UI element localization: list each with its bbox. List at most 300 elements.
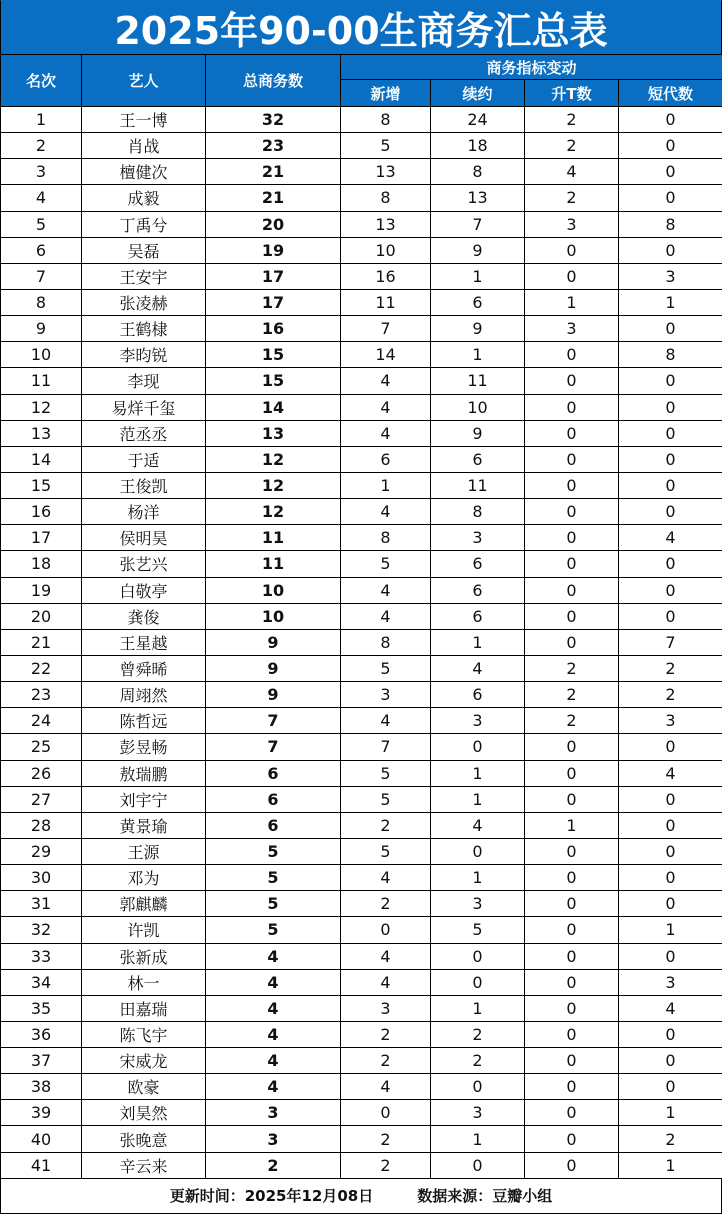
business-table [0,54,722,1179]
cell-new: 3 [341,995,431,1021]
table-row [1,629,722,655]
cell-artist: 彭昱畅 [82,734,206,760]
cell-renew: 0 [431,734,525,760]
cell-upgrade: 2 [525,107,619,133]
cell-total: 4 [206,943,341,969]
cell-total: 5 [206,891,341,917]
cell-renew: 0 [431,969,525,995]
cell-upgrade: 2 [525,682,619,708]
cell-total: 15 [206,368,341,394]
cell-short: 0 [619,368,722,394]
cell-new: 4 [341,708,431,734]
cell-artist: 侯明昊 [82,525,206,551]
cell-new: 0 [341,1100,431,1126]
table-row [1,1152,722,1178]
cell-short: 8 [619,342,722,368]
cell-new: 16 [341,263,431,289]
cell-artist: 刘昊然 [82,1100,206,1126]
table-row [1,577,722,603]
cell-new: 2 [341,1126,431,1152]
cell-rank: 38 [1,1074,82,1100]
update-time: 更新时间：2025年12月08日 [170,1185,374,1206]
cell-artist: 张新成 [82,943,206,969]
cell-upgrade: 2 [525,655,619,681]
cell-short: 0 [619,891,722,917]
cell-upgrade: 0 [525,525,619,551]
cell-short: 0 [619,603,722,629]
cell-rank: 20 [1,603,82,629]
cell-rank: 35 [1,995,82,1021]
cell-new: 13 [341,211,431,237]
cell-renew: 6 [431,603,525,629]
cell-total: 21 [206,185,341,211]
cell-short: 1 [619,289,722,315]
cell-rank: 40 [1,1126,82,1152]
table-row [1,237,722,263]
cell-new: 8 [341,629,431,655]
cell-upgrade: 0 [525,1100,619,1126]
cell-total: 5 [206,838,341,864]
table-row [1,1126,722,1152]
cell-short: 0 [619,499,722,525]
cell-upgrade: 0 [525,891,619,917]
header-rank: 名次 [1,55,82,107]
cell-artist: 张艺兴 [82,551,206,577]
cell-upgrade: 0 [525,420,619,446]
cell-artist: 郭麒麟 [82,891,206,917]
cell-renew: 9 [431,420,525,446]
cell-renew: 1 [431,629,525,655]
cell-renew: 1 [431,263,525,289]
cell-total: 4 [206,1074,341,1100]
table-row [1,368,722,394]
cell-renew: 6 [431,577,525,603]
table-row [1,1100,722,1126]
cell-renew: 0 [431,1152,525,1178]
table-row [1,786,722,812]
cell-rank: 29 [1,838,82,864]
cell-artist: 敖瑞鹏 [82,760,206,786]
cell-renew: 1 [431,342,525,368]
cell-upgrade: 2 [525,708,619,734]
cell-artist: 范丞丞 [82,420,206,446]
cell-artist: 易烊千玺 [82,394,206,420]
table-row [1,812,722,838]
cell-rank: 9 [1,316,82,342]
cell-upgrade: 0 [525,1021,619,1047]
cell-total: 20 [206,211,341,237]
cell-total: 12 [206,446,341,472]
table-row [1,394,722,420]
cell-artist: 林一 [82,969,206,995]
cell-total: 12 [206,472,341,498]
cell-rank: 25 [1,734,82,760]
header-group-metrics: 商务指标变动 [341,55,722,80]
cell-new: 7 [341,316,431,342]
table-row [1,891,722,917]
cell-renew: 5 [431,917,525,943]
cell-rank: 37 [1,1048,82,1074]
cell-renew: 1 [431,995,525,1021]
cell-upgrade: 0 [525,394,619,420]
cell-rank: 15 [1,472,82,498]
cell-short: 0 [619,551,722,577]
cell-rank: 4 [1,185,82,211]
cell-short: 0 [619,734,722,760]
table-row [1,185,722,211]
table-row [1,289,722,315]
cell-upgrade: 2 [525,133,619,159]
cell-artist: 刘宇宁 [82,786,206,812]
cell-new: 2 [341,1152,431,1178]
cell-new: 14 [341,342,431,368]
cell-renew: 6 [431,551,525,577]
cell-upgrade: 0 [525,917,619,943]
cell-artist: 许凯 [82,917,206,943]
table-row [1,734,722,760]
cell-artist: 吴磊 [82,237,206,263]
table-body [1,107,722,1179]
table-row [1,316,722,342]
cell-new: 0 [341,917,431,943]
cell-new: 5 [341,838,431,864]
cell-renew: 9 [431,316,525,342]
cell-rank: 17 [1,525,82,551]
cell-total: 3 [206,1100,341,1126]
cell-renew: 1 [431,1126,525,1152]
cell-artist: 肖战 [82,133,206,159]
cell-total: 4 [206,1021,341,1047]
cell-total: 4 [206,1048,341,1074]
cell-upgrade: 3 [525,211,619,237]
cell-rank: 36 [1,1021,82,1047]
cell-upgrade: 0 [525,551,619,577]
cell-renew: 10 [431,394,525,420]
cell-short: 0 [619,1021,722,1047]
cell-short: 4 [619,525,722,551]
cell-total: 5 [206,865,341,891]
cell-total: 7 [206,734,341,760]
cell-total: 21 [206,159,341,185]
cell-artist: 陈哲远 [82,708,206,734]
cell-new: 1 [341,472,431,498]
cell-rank: 1 [1,107,82,133]
cell-rank: 34 [1,969,82,995]
cell-renew: 1 [431,760,525,786]
table-row [1,472,722,498]
cell-renew: 7 [431,211,525,237]
table-row [1,1074,722,1100]
table-row [1,159,722,185]
cell-rank: 22 [1,655,82,681]
table-row [1,1021,722,1047]
cell-new: 5 [341,760,431,786]
cell-upgrade: 0 [525,1152,619,1178]
cell-renew: 2 [431,1021,525,1047]
cell-upgrade: 4 [525,159,619,185]
cell-short: 1 [619,1100,722,1126]
cell-new: 5 [341,655,431,681]
cell-total: 9 [206,682,341,708]
cell-artist: 黄景瑜 [82,812,206,838]
cell-artist: 王安宇 [82,263,206,289]
cell-total: 9 [206,655,341,681]
cell-new: 4 [341,603,431,629]
cell-total: 15 [206,342,341,368]
cell-rank: 31 [1,891,82,917]
cell-artist: 王鹤棣 [82,316,206,342]
cell-artist: 辛云来 [82,1152,206,1178]
cell-upgrade: 0 [525,838,619,864]
page-title: 2025年90-00生商务汇总表 [0,0,722,54]
cell-upgrade: 0 [525,786,619,812]
cell-new: 2 [341,1048,431,1074]
cell-upgrade: 0 [525,446,619,472]
cell-artist: 王星越 [82,629,206,655]
table-row [1,682,722,708]
cell-rank: 2 [1,133,82,159]
cell-total: 9 [206,629,341,655]
header-total: 总商务数 [206,55,341,107]
cell-new: 5 [341,133,431,159]
cell-total: 2 [206,1152,341,1178]
cell-new: 4 [341,394,431,420]
cell-short: 0 [619,159,722,185]
cell-upgrade: 0 [525,1126,619,1152]
cell-renew: 4 [431,655,525,681]
cell-new: 4 [341,499,431,525]
cell-total: 10 [206,603,341,629]
cell-upgrade: 0 [525,629,619,655]
cell-renew: 0 [431,943,525,969]
cell-rank: 6 [1,237,82,263]
cell-short: 8 [619,211,722,237]
cell-short: 2 [619,655,722,681]
cell-renew: 24 [431,107,525,133]
cell-artist: 曾舜晞 [82,655,206,681]
cell-upgrade: 0 [525,943,619,969]
cell-upgrade: 0 [525,1074,619,1100]
cell-new: 8 [341,185,431,211]
cell-total: 12 [206,499,341,525]
table-row [1,499,722,525]
cell-total: 19 [206,237,341,263]
cell-artist: 王源 [82,838,206,864]
cell-renew: 11 [431,368,525,394]
cell-renew: 0 [431,838,525,864]
cell-renew: 4 [431,812,525,838]
cell-rank: 7 [1,263,82,289]
cell-short: 0 [619,472,722,498]
table-row [1,420,722,446]
cell-artist: 陈飞宇 [82,1021,206,1047]
cell-artist: 欧豪 [82,1074,206,1100]
table-row [1,655,722,681]
cell-short: 0 [619,420,722,446]
table-row [1,603,722,629]
cell-upgrade: 0 [525,1048,619,1074]
cell-rank: 23 [1,682,82,708]
cell-renew: 3 [431,708,525,734]
cell-artist: 宋威龙 [82,1048,206,1074]
cell-renew: 11 [431,472,525,498]
table-row [1,525,722,551]
cell-short: 0 [619,107,722,133]
cell-short: 7 [619,629,722,655]
cell-rank: 26 [1,760,82,786]
cell-short: 0 [619,786,722,812]
cell-short: 0 [619,133,722,159]
cell-short: 1 [619,1152,722,1178]
cell-total: 6 [206,786,341,812]
cell-short: 2 [619,1126,722,1152]
cell-short: 0 [619,446,722,472]
table-row [1,446,722,472]
cell-rank: 33 [1,943,82,969]
cell-renew: 2 [431,1048,525,1074]
cell-artist: 张晚意 [82,1126,206,1152]
cell-renew: 13 [431,185,525,211]
cell-short: 0 [619,838,722,864]
cell-short: 0 [619,316,722,342]
cell-upgrade: 0 [525,995,619,1021]
cell-new: 11 [341,289,431,315]
table-row [1,865,722,891]
cell-rank: 28 [1,812,82,838]
cell-short: 0 [619,1074,722,1100]
cell-rank: 19 [1,577,82,603]
cell-renew: 8 [431,159,525,185]
cell-artist: 周翊然 [82,682,206,708]
table-row [1,342,722,368]
cell-new: 5 [341,786,431,812]
cell-new: 8 [341,107,431,133]
cell-renew: 9 [431,237,525,263]
table-row [1,1048,722,1074]
cell-new: 4 [341,969,431,995]
cell-short: 0 [619,185,722,211]
table-row [1,263,722,289]
cell-upgrade: 0 [525,499,619,525]
cell-total: 3 [206,1126,341,1152]
cell-renew: 8 [431,499,525,525]
cell-rank: 3 [1,159,82,185]
table-row [1,760,722,786]
table-row [1,551,722,577]
cell-artist: 檀健次 [82,159,206,185]
cell-total: 14 [206,394,341,420]
cell-rank: 21 [1,629,82,655]
cell-rank: 5 [1,211,82,237]
cell-total: 23 [206,133,341,159]
cell-total: 5 [206,917,341,943]
table-row [1,943,722,969]
cell-upgrade: 0 [525,969,619,995]
cell-total: 6 [206,760,341,786]
table-row [1,917,722,943]
cell-total: 32 [206,107,341,133]
cell-renew: 3 [431,525,525,551]
cell-artist: 李现 [82,368,206,394]
cell-short: 4 [619,760,722,786]
cell-artist: 于适 [82,446,206,472]
cell-short: 0 [619,1048,722,1074]
cell-rank: 16 [1,499,82,525]
cell-new: 4 [341,577,431,603]
cell-new: 5 [341,551,431,577]
cell-new: 4 [341,865,431,891]
header-upgrade: 升T数 [525,80,619,107]
cell-new: 3 [341,682,431,708]
cell-total: 11 [206,525,341,551]
cell-new: 4 [341,943,431,969]
cell-rank: 24 [1,708,82,734]
cell-artist: 邓为 [82,865,206,891]
cell-total: 17 [206,263,341,289]
cell-total: 7 [206,708,341,734]
cell-upgrade: 2 [525,185,619,211]
cell-rank: 27 [1,786,82,812]
cell-total: 6 [206,812,341,838]
cell-short: 0 [619,812,722,838]
cell-new: 13 [341,159,431,185]
cell-total: 17 [206,289,341,315]
cell-artist: 龚俊 [82,603,206,629]
cell-total: 13 [206,420,341,446]
cell-upgrade: 0 [525,760,619,786]
cell-short: 3 [619,263,722,289]
cell-new: 4 [341,420,431,446]
cell-artist: 白敬亭 [82,577,206,603]
cell-short: 2 [619,682,722,708]
cell-rank: 18 [1,551,82,577]
header-new: 新增 [341,80,431,107]
cell-renew: 6 [431,289,525,315]
cell-short: 0 [619,237,722,263]
header-renew: 续约 [431,80,525,107]
cell-rank: 39 [1,1100,82,1126]
cell-artist: 李昀锐 [82,342,206,368]
cell-rank: 32 [1,917,82,943]
cell-renew: 3 [431,891,525,917]
cell-total: 16 [206,316,341,342]
cell-renew: 18 [431,133,525,159]
cell-new: 8 [341,525,431,551]
cell-upgrade: 0 [525,577,619,603]
cell-total: 10 [206,577,341,603]
cell-rank: 41 [1,1152,82,1178]
cell-artist: 张凌赫 [82,289,206,315]
data-source: 数据来源：豆瓣小组 [417,1185,552,1206]
cell-upgrade: 0 [525,603,619,629]
cell-upgrade: 0 [525,865,619,891]
table-row [1,838,722,864]
cell-artist: 王俊凯 [82,472,206,498]
cell-rank: 8 [1,289,82,315]
cell-rank: 11 [1,368,82,394]
cell-short: 1 [619,917,722,943]
cell-upgrade: 0 [525,734,619,760]
table-row [1,969,722,995]
cell-rank: 13 [1,420,82,446]
cell-upgrade: 0 [525,472,619,498]
cell-total: 4 [206,969,341,995]
cell-artist: 王一博 [82,107,206,133]
cell-new: 10 [341,237,431,263]
cell-artist: 杨洋 [82,499,206,525]
cell-upgrade: 0 [525,342,619,368]
cell-rank: 10 [1,342,82,368]
